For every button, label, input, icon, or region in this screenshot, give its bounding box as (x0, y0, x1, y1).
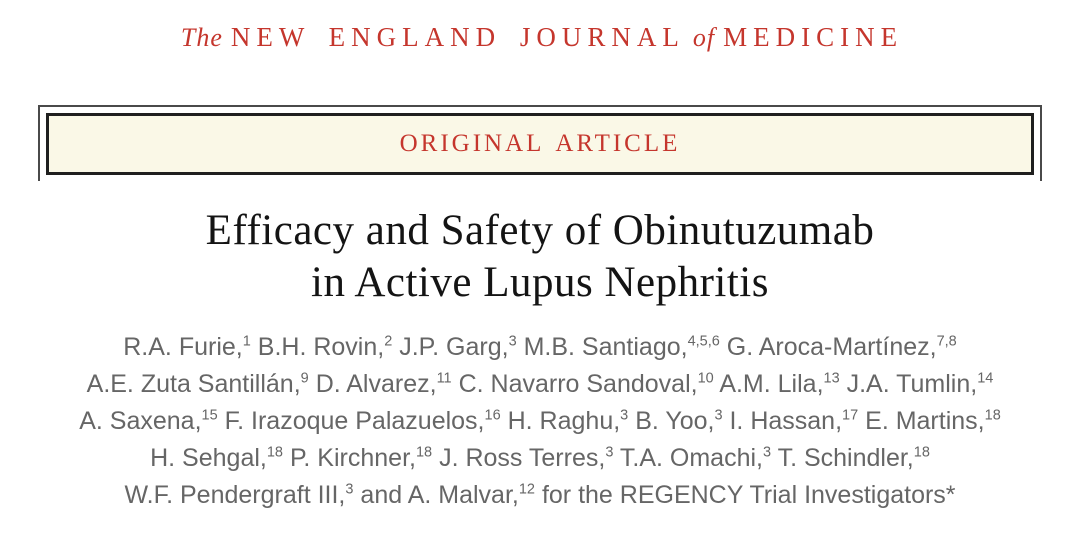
author-superscript: 18 (984, 407, 1001, 424)
author-name: W.F. Pendergraft III, (124, 481, 346, 509)
author-name: A.E. Zuta Santillán, (86, 370, 301, 398)
author-name: H. Raghu, (507, 407, 621, 435)
author-name: G. Aroca-Martínez, (726, 333, 937, 361)
author-name: B. Yoo, (635, 407, 715, 435)
author-line (0, 403, 1080, 440)
author-superscript: 1 (242, 333, 251, 350)
original-article-banner (46, 113, 1034, 175)
banner-label: ORIGINAL ARTICLE (399, 130, 681, 157)
author-line (0, 329, 1080, 366)
author-list (0, 329, 1080, 514)
author-superscript: 3 (345, 481, 354, 498)
author-name: D. Alvarez, (315, 370, 437, 398)
author-superscript: 16 (484, 407, 501, 424)
author-superscript: 7,8 (936, 333, 957, 350)
author-line (0, 440, 1080, 477)
author-superscript: 14 (977, 370, 994, 387)
masthead-medicine: MEDICINE (723, 22, 904, 52)
author-name: E. Martins, (865, 407, 985, 435)
author-superscript: 10 (697, 370, 714, 387)
author-name: I. Hassan, (729, 407, 843, 435)
author-name: P. Kirchner, (289, 444, 416, 472)
author-superscript: 18 (913, 444, 930, 461)
author-name: A. Saxena, (79, 407, 202, 435)
author-superscript: 11 (436, 370, 452, 387)
author-superscript: 3 (714, 407, 723, 424)
author-name: A.M. Lila, (719, 370, 824, 398)
original-article-banner-frame (38, 105, 1042, 181)
author-name: J.A. Tumlin, (846, 370, 978, 398)
masthead-new-england-journal: NEW ENGLAND JOURNAL (230, 22, 685, 52)
masthead-of: of (692, 23, 716, 52)
author-superscript: 18 (266, 444, 283, 461)
author-name: F. Irazoque Palazuelos, (224, 407, 485, 435)
author-name: M.B. Santiago, (523, 333, 688, 361)
author-superscript: 17 (842, 407, 859, 424)
author-superscript: 3 (508, 333, 517, 350)
author-name: J.P. Garg, (399, 333, 509, 361)
masthead-the: The (180, 23, 223, 52)
author-name: and A. Malvar, (360, 481, 519, 509)
author-line (0, 477, 1080, 514)
author-name: C. Navarro Sandoval, (458, 370, 698, 398)
author-superscript: 12 (518, 481, 535, 498)
author-superscript: 2 (384, 333, 393, 350)
author-name: for the REGENCY Trial Investigators* (541, 481, 956, 509)
author-superscript: 3 (762, 444, 772, 461)
author-superscript: 3 (620, 407, 629, 424)
author-name: B.H. Rovin, (257, 333, 385, 361)
title-line-1: Efficacy and Safety of Obinutuzumab (205, 207, 875, 254)
author-name: H. Sehgal, (150, 444, 267, 472)
author-name: J. Ross Terres, (439, 444, 606, 472)
title-line-2: in Active Lupus Nephritis (311, 259, 769, 306)
journal-masthead (0, 22, 1080, 53)
author-superscript: 4,5,6 (687, 333, 720, 350)
author-superscript: 3 (605, 444, 614, 461)
author-superscript: 13 (823, 370, 840, 387)
author-name: T. Schindler, (777, 444, 914, 472)
article-title (0, 205, 1080, 309)
author-superscript: 18 (415, 444, 433, 461)
author-name: T.A. Omachi, (619, 444, 763, 472)
author-superscript: 9 (300, 370, 309, 387)
author-superscript: 15 (201, 407, 218, 424)
author-name: R.A. Furie, (123, 333, 243, 361)
author-line (0, 366, 1080, 403)
